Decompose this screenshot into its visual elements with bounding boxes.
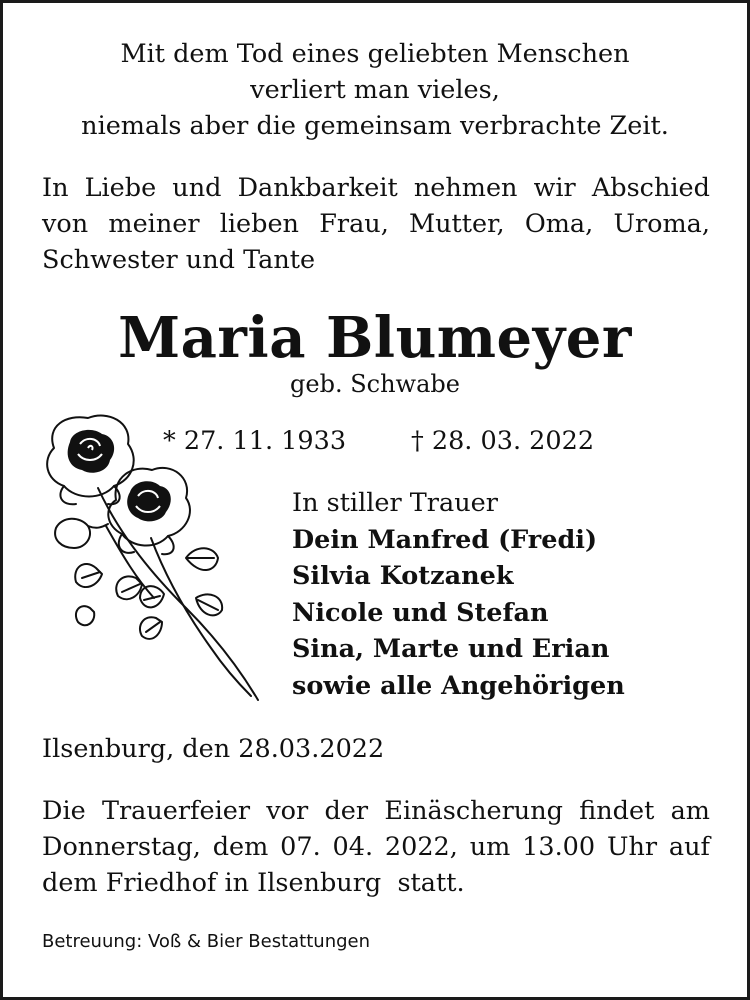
mourner-name: Silvia Kotzanek <box>292 561 514 591</box>
mourner-name: Dein Manfred (Fredi) <box>292 524 598 555</box>
word: Dankbarkeit <box>237 173 398 203</box>
word: Trauerfeier <box>101 796 251 826</box>
word: Mutter, <box>409 209 505 239</box>
word: dem <box>212 832 269 862</box>
word: Frau, <box>319 209 389 239</box>
word: wir <box>533 173 576 203</box>
place-and-date: Ilsenburg, den 28.03.2022 <box>42 734 385 764</box>
word: Uroma, <box>613 209 710 239</box>
rose-illustration-icon <box>36 408 264 704</box>
word: 04. <box>332 832 374 862</box>
word: Uhr <box>606 832 658 862</box>
word: Einäscherung <box>384 796 563 826</box>
word: am <box>670 796 710 826</box>
funeral-home-credit: Betreuung: Voß & Bier Bestattungen <box>42 931 371 952</box>
word: Donnerstag, <box>42 832 201 862</box>
maiden-name: geb. Schwabe <box>290 370 460 398</box>
ceremony-line-3: dem Friedhof in Ilsenburg statt. <box>42 868 465 898</box>
death-date: † 28. 03. 2022 <box>411 426 595 456</box>
word: der <box>324 796 369 826</box>
intro-line-1 <box>42 170 710 206</box>
memorial-verse <box>40 36 710 144</box>
mourner-name: sowie alle Angehörigen <box>292 670 625 701</box>
ceremony-notice <box>42 793 710 901</box>
word: auf <box>668 832 710 862</box>
intro-line-3: Schwester und Tante <box>42 245 316 275</box>
verse-line: niemals aber die gemeinsam verbrachte Zeit. <box>81 111 669 141</box>
word: und <box>172 173 222 203</box>
mourner-name: Sina, Marte und Erian <box>292 634 610 664</box>
ceremony-line-1 <box>42 793 710 829</box>
word: Abschied <box>591 173 710 203</box>
mourners-heading: In stiller Trauer <box>292 488 498 518</box>
mourner-name: Nicole und Stefan <box>292 597 549 628</box>
word: Liebe <box>84 173 157 203</box>
word: um <box>469 832 511 862</box>
word: nehmen <box>413 173 518 203</box>
farewell-intro <box>42 170 710 278</box>
mourners-block <box>292 485 712 704</box>
birth-date: * 27. 11. 1933 <box>163 426 347 456</box>
word: von <box>42 209 89 239</box>
word: Oma, <box>524 209 594 239</box>
word: 07. <box>280 832 321 862</box>
word: lieben <box>219 209 299 239</box>
word: 13.00 <box>522 832 596 862</box>
ceremony-line-2 <box>42 829 710 865</box>
deceased-name: Maria Blumeyer <box>118 305 632 371</box>
word: 2022, <box>384 832 458 862</box>
word: findet <box>579 796 655 826</box>
verse-line: verliert man vieles, <box>250 75 500 105</box>
word: Die <box>42 796 86 826</box>
verse-line: Mit dem Tod eines geliebten Menschen <box>120 39 630 69</box>
intro-line-2 <box>42 206 710 242</box>
word: In <box>42 173 69 203</box>
word: meiner <box>108 209 200 239</box>
word: vor <box>266 796 309 826</box>
